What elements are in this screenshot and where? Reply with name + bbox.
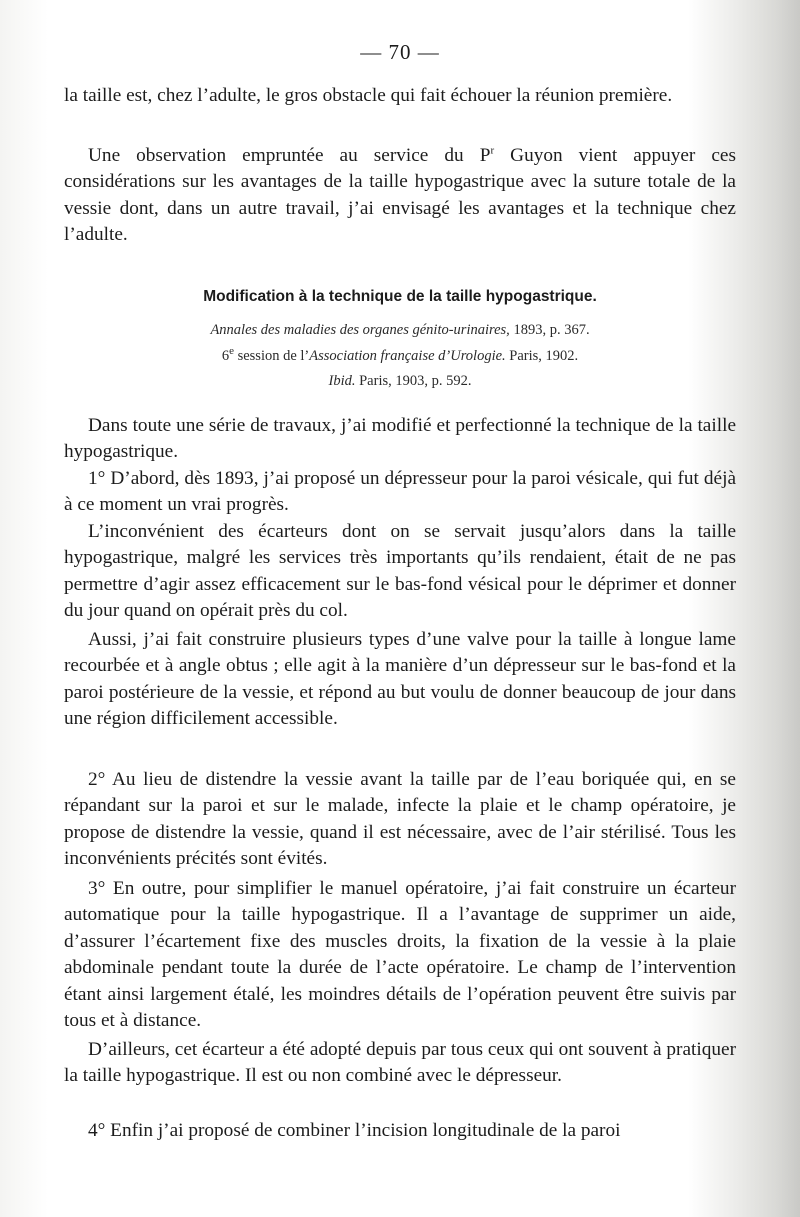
reference-2-number: 6 (221, 348, 230, 364)
reference-2-association: Association française d’Urologie. (309, 348, 506, 364)
reference-3 (0, 373, 800, 390)
reference-3-ibid: Ibid. (328, 373, 356, 389)
body-paragraph-3: L’inconvénient des écarteurs dont on se servait jusqu’alors dans la taille hypogastrique, malgré les services très importants qu’ils rendaient, était de ne pas permettre d’agir assez efficacement sur le bas-fond vésical pour le déprimer et donner du jour quand on opérait près du col. (64, 521, 736, 622)
intro-paragraph-1: la taille est, chez l’adulte, le gros obstacle qui fait échouer la réunion première. (64, 85, 673, 106)
reference-2 (0, 345, 800, 365)
reference-2-sup: e (229, 345, 234, 358)
body-paragraph-8: 4° Enfin j’ai proposé de combiner l’incision longitudinale de la paroi (88, 1120, 621, 1141)
body-paragraph-6: 3° En outre, pour simplifier le manuel opératoire, j’ai fait construire un écarteur automatique pour la taille hypogastrique. Il a l’avantage de supprimer un aide, d’assurer l’écartement fixe des muscles droits, la fixation de la vessie à la plaie abdominale pendant toute la durée de l’acte opératoire. Le champ de l’intervention étant ainsi largement étalé, les moindres détails de l’opération peuvent être suivis par tous et à distance. (64, 878, 736, 1032)
reference-2-prefix: session de l’ (233, 348, 310, 364)
reference-1-details: 1893, p. 367. (509, 322, 590, 338)
page-number: — 70 — (360, 40, 440, 64)
body-paragraph-5: 2° Au lieu de distendre la vessie avant la taille par de l’eau boriquée qui, en se répandant sur la paroi et sur le malade, infecte la plaie et le champ opératoire, je propose de distendre la vessie, quand il est nécessaire, avec de l’air stérilisé. Tous les inconvénients précités sont évités. (64, 769, 736, 870)
body-paragraph-1: Dans toute une série de travaux, j’ai modifié et perfectionné la technique de la taille hypogastrique. (64, 415, 736, 463)
reference-1-journal: Annales des maladies des organes génito-urinaires, (210, 322, 510, 338)
body-paragraph-7: D’ailleurs, cet écarteur a été adopté depuis par tous ceux qui ont souvent à pratiquer la taille hypogastrique. Il est ou non combiné avec le dépresseur. (64, 1039, 736, 1087)
intro-paragraph-2-rest: Guyon vient appuyer ces considérations sur les avantages de la taille hypogastrique avec la suture totale de la vessie dont, dans un autre travail, j’ai envisagé les avantages et la technique chez l’adulte. (64, 145, 736, 246)
body-paragraph-4: Aussi, j’ai fait construire plusieurs types d’une valve pour la taille à longue lame recourbée et à angle obtus ; elle agit à la manière d’un dépresseur sur le bas-fond et la paroi postérieure de la vessie, et répond au but voulu de donner beaucoup de jour dans une région difficilement accessible. (64, 629, 736, 730)
intro-paragraph-2 (64, 143, 736, 249)
professor-abbrev-sup: r (490, 144, 495, 157)
body-paragraph-2: 1° D’abord, dès 1893, j’ai proposé un dépresseur pour la paroi vésicale, qui fut déjà à ce moment un vrai progrès. (64, 468, 736, 516)
section-heading: Modification à la technique de la taille hypogastrique. (203, 288, 597, 305)
reference-3-details: Paris, 1903, p. 592. (355, 373, 472, 389)
intro-paragraph-2-start: Une observation empruntée au service du P (88, 145, 491, 166)
reference-2-details: Paris, 1902. (505, 348, 579, 364)
reference-1 (0, 322, 800, 339)
